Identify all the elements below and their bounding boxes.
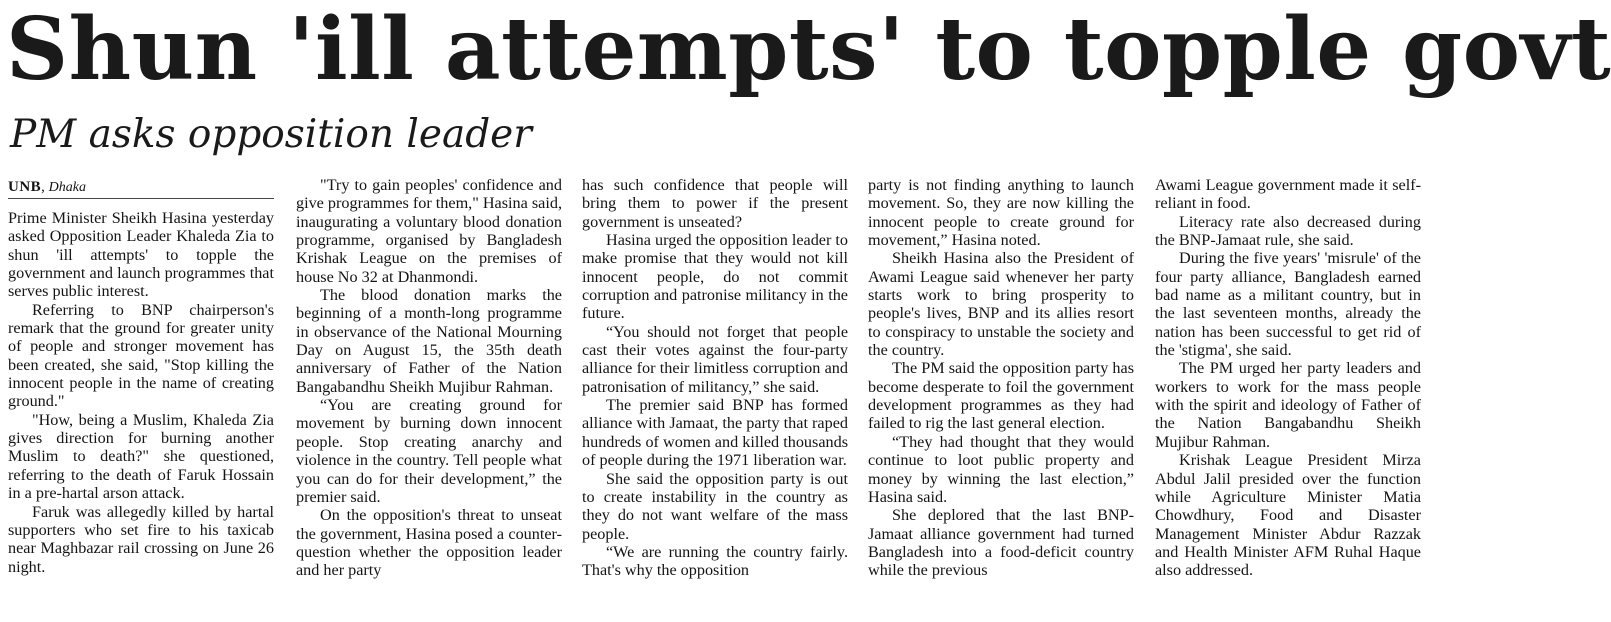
paragraph: Literacy rate also decreased during the BNP-Jamaat rule, she said. [1155,212,1421,250]
paragraph: "How, being a Muslim, Khaleda Zia gives direction for burning another Muslim to death?" she questioned, referring to the death of Faruk Hossain in a pre-hartal arson attack. [8,410,274,503]
paragraph: The PM said the opposition party has become desperate to foil the government development programmes as they had failed to rig the last general election. [868,359,1134,433]
paragraph: has such confidence that people will bring them to power if the present government is unseated? [582,176,848,231]
paragraph: Faruk was allegedly killed by hartal supporters who set fire to his taxicab near Maghbazar rail crossing on June 26 night. [8,502,274,576]
headline: Shun 'ill attempts' to topple govt [6,0,1611,100]
article-column-4 [868,176,1134,580]
paragraph: The PM urged her party leaders and workers to work for the mass people with the spirit and ideology of Father of the Nation Bangabandhu Sheikh Mujibur Rahman. [1155,359,1421,451]
paragraph: Krishak League President Mirza Abdul Jalil presided over the function while Agriculture Minister Matia Chowdhury, Food and Disaster Management Minister Abdur Razzak and Health Minister AFM Ruhal Haque also addressed. [1155,451,1421,580]
article-column-3 [582,176,848,580]
paragraph: “We are running the country fairly. That's why the opposition [582,542,848,580]
byline: UNB, Dhaka [8,176,274,199]
article-column-1 [8,176,274,576]
paragraph: The blood donation marks the beginning of a month-long programme in observance of the National Mourning Day on August 15, the 35th death anniversary of Father of the Nation Bangabandhu Sheikh Mujibur Rahman. [296,286,562,396]
subheadline: PM asks opposition leader [10,112,532,157]
paragraph: During the five years' 'misrule' of the four party alliance, Bangladesh earned bad name as a militant country, but in the last seventeen months, already the nation has been successful to get rid of the 'stigma', she said. [1155,249,1421,360]
paragraph: party is not finding anything to launch movement. So, they are now killing the innocent people to create ground for movement,” Hasina noted. [868,176,1134,250]
article-column-2 [296,176,562,580]
paragraph: Referring to BNP chairperson's remark that the ground for greater unity of people and stronger movement has been created, she said, "Stop killing the innocent people in the name of creating ground." [8,300,274,411]
paragraph: On the opposition's threat to unseat the government, Hasina posed a counter-question whether the opposition leader and her party [296,506,562,580]
paragraph: “You should not forget that people cast their votes against the four-party alliance for their limitless corruption and patronisation of militancy,” she said. [582,322,848,396]
paragraph: Prime Minister Sheikh Hasina yesterday asked Opposition Leader Khaleda Zia to shun 'ill attempts' to topple the government and launch programmes that serves public interest. [8,209,274,301]
paragraph: “They had thought that they would continue to loot public property and money by winning the last election,” Hasina said. [868,432,1134,506]
byline-city: Dhaka [48,180,86,195]
paragraph: She deplored that the last BNP-Jamaat alliance government had turned Bangladesh into a food-deficit country while the previous [868,506,1134,580]
paragraph: “You are creating ground for movement by burning down innocent people. Stop creating anarchy and violence in the country. Tell people what you can do for their development,” the premier said. [296,396,562,506]
paragraph: She said the opposition party is out to create instability in the country as they do not want welfare of the mass people. [582,469,848,543]
article-column-5 [1155,176,1421,580]
paragraph: The premier said BNP has formed alliance with Jamaat, the party that raped hundreds of women and killed thousands of people during the 1971 liberation war. [582,396,848,470]
byline-agency: UNB [8,179,42,195]
paragraph: Awami League government made it self-reliant in food. [1155,176,1421,213]
paragraph: Sheikh Hasina also the President of Awami League said whenever her party starts work to bring prosperity to people's lives, BNP and its allies resort to conspiracy to unstable the society and the country. [868,249,1134,360]
paragraph: Hasina urged the opposition leader to make promise that they would not kill innocent people, do not commit corruption and patronise militancy in the future. [582,231,849,323]
paragraph: "Try to gain peoples' confidence and give programmes for them," Hasina said, inaugurating a voluntary blood donation programme, organised by Bangladesh Krishak League on the premises of house No 32 at Dhanmondi. [296,176,562,286]
